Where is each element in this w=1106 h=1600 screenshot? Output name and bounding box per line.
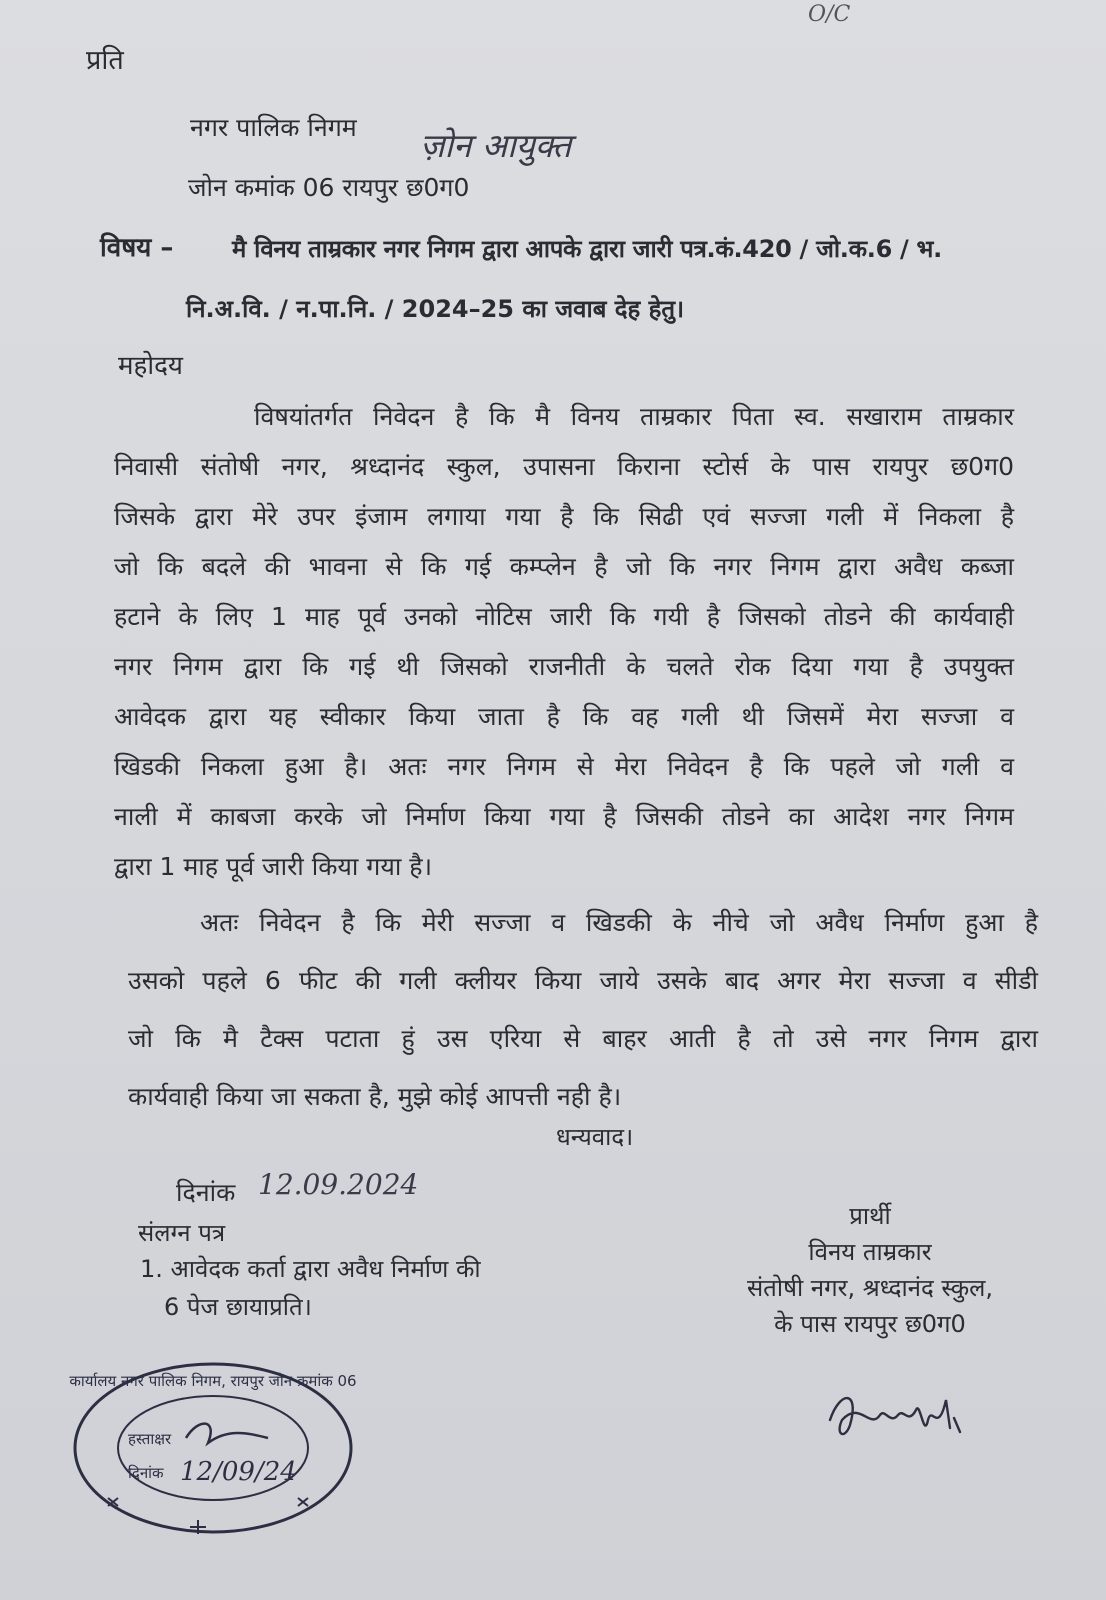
paragraph-line: नगर निगम द्वारा कि गई थी जिसको राजनीती के चलते रोक दिया गया है उपयुक्त — [114, 652, 1014, 681]
stamp-date-value: 12/09/24 — [180, 1457, 297, 1487]
paragraph-line: हटाने के लिए 1 माह पूर्व उनको नोटिस जारी कि गयी है जिसको तोडने की कार्यवाही — [114, 602, 1014, 631]
subject-label: विषय – — [100, 233, 174, 263]
enclosure-item-line2: 6 पेज छायाप्रति। — [164, 1293, 312, 1321]
paragraph-1 — [114, 392, 1014, 892]
office-stamp — [68, 1358, 358, 1538]
recipient-line1: नगर पालिक निगम — [190, 113, 357, 142]
paragraph-2 — [128, 894, 1038, 1126]
stamp-sign-label: हस्ताक्षर — [128, 1430, 172, 1448]
date-label: दिनांक — [176, 1178, 236, 1207]
enclosure-title: संलग्न पत्र — [138, 1219, 226, 1247]
stamp-ring-text: कार्यालय नगर पालिक निगम, रायपुर जोन क्रमांक 06 — [69, 1372, 357, 1390]
paragraph-line: जो कि मै टैक्स पटाता हुं उस एरिया से बाहर आती है तो उसे नगर निगम द्वारा — [128, 1024, 1038, 1053]
paragraph-line: कार्यवाही किया जा सकता है, मुझे कोई आपत्ती नही है। — [128, 1082, 622, 1111]
paragraph-line: द्वारा 1 माह पूर्व जारी किया गया है। — [114, 852, 433, 881]
applicant-address-line1: संतोषी नगर, श्रध्दानंद स्कुल, — [746, 1274, 994, 1302]
applicant-block — [700, 1198, 1040, 1342]
prati-label: प्रति — [86, 45, 124, 76]
recipient-handwritten: ज़ोन आयुक्त — [420, 126, 572, 165]
paragraph-line: उसको पहले 6 फीट की गली क्लीयर किया जाये उसके बाद अगर मेरा सज्जा व सीडी — [128, 966, 1038, 995]
applicant-signature — [820, 1380, 980, 1450]
subject-line1: मै विनय ताम्रकार नगर निगम द्वारा आपके द्वारा जारी पत्र.कं.420 / जो.क.6 / भ. — [232, 235, 942, 263]
applicant-label: प्रार्थी — [849, 1202, 891, 1230]
stamp-date-label: दिनांक — [128, 1464, 164, 1482]
paragraph-line: जो कि बदले की भावना से कि गई कम्प्लेन है जो कि नगर निगम द्वारा अवैध कब्जा — [114, 552, 1014, 581]
date-value: 12.09.2024 — [258, 1168, 419, 1201]
subject-line2: नि.अ.वि. / न.पा.नि. / 2024–25 का जवाब देह हेतु। — [186, 295, 685, 323]
paragraph-line: विषयांतर्गत निवेदन है कि मै विनय ताम्रकार पिता स्व. सखाराम ताम्रकार — [254, 402, 1014, 431]
corner-mark: O/C — [808, 2, 851, 27]
salutation: महोदय — [118, 351, 183, 381]
paragraph-line: आवेदक द्वारा यह स्वीकार किया जाता है कि वह गली थी जिसमें मेरा सज्जा व — [114, 702, 1014, 731]
applicant-address-line2: के पास रायपुर छ0ग0 — [774, 1310, 966, 1338]
applicant-name: विनय ताम्रकार — [808, 1238, 932, 1266]
paragraph-line: नाली में काबजा करके जो निर्माण किया गया है जिसकी तोडने का आदेश नगर निगम — [114, 802, 1014, 831]
paragraph-line: जिसके द्वारा मेरे उपर इंजाम लगाया गया है कि सिढी एवं सज्जा गली में निकला है — [114, 502, 1014, 531]
paragraph-line: खिडकी निकला हुआ है। अतः नगर निगम से मेरा निवेदन है कि पहले जो गली व — [114, 752, 1014, 781]
paragraph-line: निवासी संतोषी नगर, श्रध्दानंद स्कुल, उपासना किराना स्टोर्स के पास रायपुर छ0ग0 — [114, 452, 1014, 481]
enclosure-item-line1: 1. आवेदक कर्ता द्वारा अवैध निर्माण की — [140, 1255, 481, 1283]
thanks: धन्यवाद। — [556, 1123, 634, 1151]
paragraph-line: अतः निवेदन है कि मेरी सज्जा व खिडकी के नीचे जो अवैध निर्माण हुआ है — [200, 908, 1038, 937]
recipient-line2: जोन कमांक 06 रायपुर छ0ग0 — [188, 173, 470, 202]
